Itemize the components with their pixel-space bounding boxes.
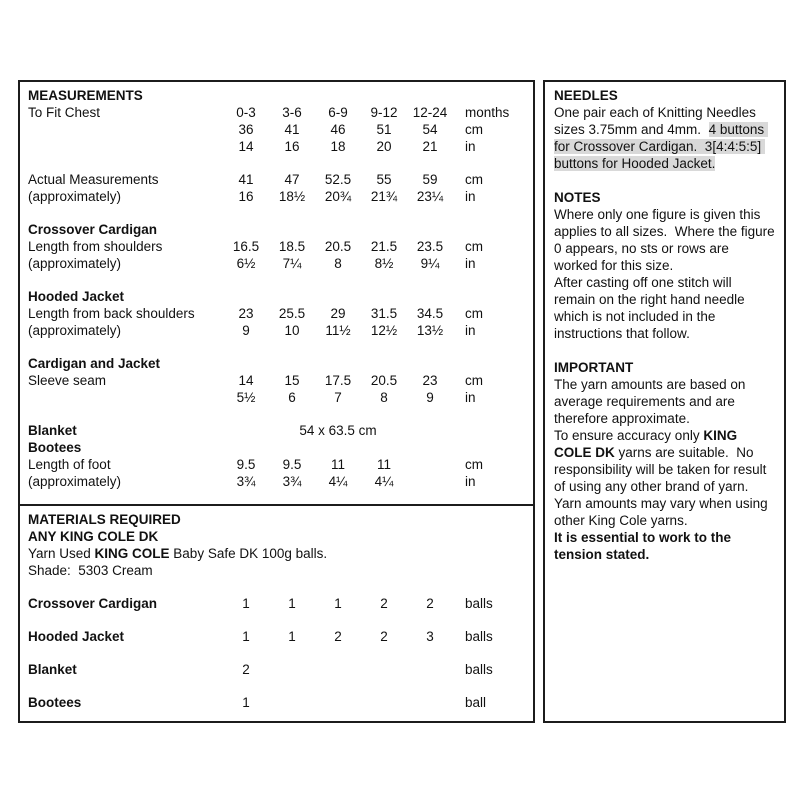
materials-panel (18, 504, 535, 723)
row-label: (approximately) (28, 256, 122, 271)
section-title: NOTES (554, 190, 601, 205)
table-row (28, 305, 525, 322)
row-unit: cm (465, 373, 483, 388)
row-unit: in (465, 256, 476, 271)
row-unit: in (465, 474, 476, 489)
row-value: 6½ (236, 256, 256, 271)
table-row (28, 188, 525, 205)
measurements-title: MEASUREMENTS (28, 88, 143, 103)
row-value: 2 (334, 629, 342, 644)
row-value: 20.5 (370, 373, 398, 388)
row-value: 13½ (416, 323, 444, 338)
row-value (407, 456, 453, 473)
row-value: 20.5 (324, 239, 352, 254)
row-label: (approximately) (28, 474, 122, 489)
table-row (28, 138, 525, 155)
row-label: Crossover Cardigan (28, 596, 158, 611)
row-value (315, 221, 361, 238)
text-segment: Where only one figure is given this applies to all sizes. Where the figure 0 appears, no sts or rows are worked for this size. (554, 207, 779, 273)
materials-table (28, 579, 525, 711)
row-value (361, 355, 407, 372)
text-segment: Yarn Used (28, 546, 95, 561)
text-segment: 4 buttons for Crossover Cardigan. 3[4:4:5:5] buttons for Hooded Jacket. (554, 122, 768, 171)
row-value: 52.5 (324, 172, 352, 187)
row-unit: cm (465, 172, 483, 187)
row-value: 21¾ (370, 189, 398, 204)
row-value: 4¼ (328, 474, 348, 489)
materials-title: MATERIALS REQUIRED (28, 512, 181, 527)
row-value: 2 (242, 662, 250, 677)
row-value: 3¾ (236, 474, 256, 489)
row-value: 46 (330, 122, 346, 137)
row-value: 3 (426, 629, 434, 644)
row-value: 9 (242, 323, 250, 338)
row-value: 9 (426, 390, 434, 405)
row-value: 55 (376, 172, 392, 187)
row-unit: in (465, 189, 476, 204)
row-unit (453, 288, 525, 305)
row-value: 9.5 (236, 457, 256, 472)
row-label: Blanket (28, 662, 77, 677)
row-value: 6 (288, 390, 296, 405)
row-gap (28, 272, 525, 288)
row-value: 6-9 (328, 105, 348, 120)
row-value (407, 661, 453, 678)
row-value: 0-3 (236, 105, 256, 120)
row-gap (28, 612, 525, 628)
row-value: 3¾ (282, 474, 302, 489)
row-value: 36 (238, 122, 254, 137)
table-row (28, 439, 525, 456)
row-label: Bootees (28, 440, 82, 455)
measurements-table (28, 104, 525, 490)
row-value: 31.5 (370, 306, 398, 321)
row-value (269, 355, 315, 372)
section-paragraph (554, 529, 775, 563)
row-value: 1 (242, 629, 250, 644)
row-value: 12-24 (412, 105, 448, 120)
shade-line: Shade: 5303 Cream (28, 563, 153, 578)
text-segment: KING COLE (94, 546, 170, 561)
row-gap (28, 406, 525, 422)
row-label: (approximately) (28, 323, 122, 338)
row-value: 4¼ (374, 474, 394, 489)
table-row (28, 661, 525, 678)
row-value: 11 (376, 457, 391, 472)
row-value (315, 288, 361, 305)
row-value (223, 221, 269, 238)
row-value: 9.5 (282, 457, 302, 472)
row-label: Length from back shoulders (28, 306, 195, 321)
row-value: 16 (238, 189, 254, 204)
section-paragraph (554, 376, 775, 427)
row-value: 17.5 (324, 373, 352, 388)
row-unit: ball (465, 695, 487, 710)
row-unit: cm (465, 457, 483, 472)
text-segment: Baby Safe DK 100g balls. (169, 546, 328, 561)
section-paragraph (554, 495, 775, 529)
row-value (269, 661, 315, 678)
row-value: 25.5 (278, 306, 306, 321)
section-title: NEEDLES (554, 88, 618, 103)
table-row (28, 104, 525, 121)
row-value (315, 661, 361, 678)
row-unit: in (465, 139, 476, 154)
row-label: To Fit Chest (28, 105, 101, 120)
row-value: 2 (380, 629, 388, 644)
row-value: 54 (422, 122, 438, 137)
row-label: Hooded Jacket (28, 289, 125, 304)
row-value: 14 (238, 139, 254, 154)
row-value: 8 (380, 390, 388, 405)
row-value (407, 694, 453, 711)
row-value (361, 694, 407, 711)
row-value: 1 (288, 629, 296, 644)
row-label: Hooded Jacket (28, 629, 125, 644)
row-value: 8½ (374, 256, 394, 271)
row-value: 1 (288, 596, 296, 611)
table-row (28, 694, 525, 711)
table-row (28, 221, 525, 238)
row-label: Actual Measurements (28, 172, 159, 187)
row-value: 23¼ (416, 189, 444, 204)
row-value: 20¾ (324, 189, 352, 204)
row-value: 18.5 (278, 239, 306, 254)
row-value: 1 (242, 596, 250, 611)
row-unit (453, 355, 525, 372)
row-value: 1 (334, 596, 342, 611)
row-value: 21.5 (370, 239, 398, 254)
row-unit: in (465, 390, 476, 405)
row-unit: cm (465, 306, 483, 321)
row-value (269, 221, 315, 238)
materials-subtitle: ANY KING COLE DK (28, 529, 159, 544)
row-span-value: 54 x 63.5 cm (299, 423, 377, 438)
row-value (407, 355, 453, 372)
row-label (28, 389, 223, 406)
text-segment: One pair each of Knitting Needles sizes 3.75mm and 4mm. (554, 105, 760, 137)
table-row (28, 355, 525, 372)
row-value: 14 (238, 373, 254, 388)
table-row (28, 628, 525, 645)
section-paragraph (554, 104, 775, 172)
row-unit: cm (465, 122, 483, 137)
row-unit: balls (465, 662, 493, 677)
row-value: 2 (426, 596, 434, 611)
row-value: 23 (422, 373, 438, 388)
text-segment: KING COLE DK (554, 428, 741, 460)
row-value: 41 (238, 172, 254, 187)
row-value (407, 288, 453, 305)
table-row (28, 238, 525, 255)
row-value: 59 (422, 172, 438, 187)
row-value: 7¼ (282, 256, 302, 271)
row-value: 16 (284, 139, 300, 154)
row-value: 47 (284, 172, 300, 187)
measurements-panel (18, 80, 535, 506)
row-value (361, 661, 407, 678)
table-row (28, 372, 525, 389)
row-value: 1 (242, 695, 250, 710)
row-label (28, 121, 223, 138)
row-value: 11½ (325, 323, 351, 338)
row-value: 18 (330, 139, 346, 154)
row-label (28, 138, 223, 155)
section-paragraph (554, 206, 779, 274)
row-value: 5½ (236, 390, 256, 405)
text-segment: It is essential to work to the tension stated. (554, 530, 735, 562)
row-unit (453, 422, 525, 439)
row-unit (453, 439, 525, 456)
row-gap (28, 339, 525, 355)
row-value: 8 (334, 256, 342, 271)
text-segment: After casting off one stitch will remain on the right hand needle which is not included in the instructions that follow. (554, 275, 749, 341)
table-row (28, 595, 525, 612)
table-row (28, 422, 525, 439)
row-value (315, 694, 361, 711)
yarn-used-line (28, 545, 525, 562)
table-row (28, 456, 525, 473)
row-value (223, 355, 269, 372)
table-row (28, 389, 525, 406)
row-value: 21 (422, 139, 438, 154)
row-value (315, 439, 361, 456)
row-label: Bootees (28, 695, 82, 710)
row-label: (approximately) (28, 189, 122, 204)
row-unit: cm (465, 239, 483, 254)
row-gap (28, 155, 525, 171)
row-value (315, 355, 361, 372)
row-value: 9-12 (370, 105, 398, 120)
info-section (554, 359, 775, 563)
row-value: 41 (284, 122, 300, 137)
section-paragraph (554, 274, 775, 342)
row-label: Blanket (28, 423, 77, 438)
table-row (28, 288, 525, 305)
row-gap (28, 579, 525, 595)
row-label: Crossover Cardigan (28, 222, 158, 237)
row-value: 10 (284, 323, 300, 338)
text-segment: Yarn amounts may vary when using other King Cole yarns. (554, 496, 772, 528)
row-value: 7 (334, 390, 342, 405)
text-segment: yarns are suitable. No responsibility will be taken for result of using any other brand of yarn. (554, 445, 771, 494)
row-unit: in (465, 323, 476, 338)
row-unit (453, 221, 525, 238)
info-section (554, 189, 779, 342)
row-gap (28, 678, 525, 694)
row-value (269, 694, 315, 711)
row-gap (28, 645, 525, 661)
row-value: 51 (376, 122, 392, 137)
row-label: Sleeve seam (28, 373, 107, 388)
row-value (223, 439, 269, 456)
row-unit: balls (465, 596, 493, 611)
row-value (269, 288, 315, 305)
table-row (28, 121, 525, 138)
info-sections (554, 87, 779, 563)
info-section (554, 87, 775, 172)
row-unit: months (465, 105, 510, 120)
row-value (269, 439, 315, 456)
row-value: 12½ (370, 323, 398, 338)
row-value: 11 (330, 457, 345, 472)
row-value: 9¼ (420, 256, 440, 271)
row-label: Length of foot (28, 457, 111, 472)
table-row (28, 473, 525, 490)
row-value (361, 288, 407, 305)
section-title: IMPORTANT (554, 360, 634, 375)
row-value: 18½ (278, 189, 306, 204)
row-gap (28, 205, 525, 221)
section-paragraph (554, 427, 775, 495)
row-value: 29 (330, 306, 346, 321)
row-value: 23 (238, 306, 254, 321)
table-row (28, 171, 525, 188)
table-row (28, 322, 525, 339)
row-label: Cardigan and Jacket (28, 356, 161, 371)
row-value: 34.5 (416, 306, 444, 321)
text-segment: To ensure accuracy only (554, 428, 704, 443)
row-value: 16.5 (232, 239, 260, 254)
row-value (361, 439, 407, 456)
row-value (223, 288, 269, 305)
text-segment: The yarn amounts are based on average requirements and are therefore approximate. (554, 377, 750, 426)
row-value (407, 221, 453, 238)
info-panel (543, 80, 786, 723)
row-unit: balls (465, 629, 493, 644)
row-value: 20 (376, 139, 392, 154)
row-value (361, 221, 407, 238)
row-value: 23.5 (416, 239, 444, 254)
row-value: 2 (380, 596, 388, 611)
row-label: Length from shoulders (28, 239, 163, 254)
row-value (407, 473, 453, 490)
row-value: 15 (284, 373, 300, 388)
table-row (28, 255, 525, 272)
row-value: 3-6 (282, 105, 302, 120)
row-value (407, 439, 453, 456)
